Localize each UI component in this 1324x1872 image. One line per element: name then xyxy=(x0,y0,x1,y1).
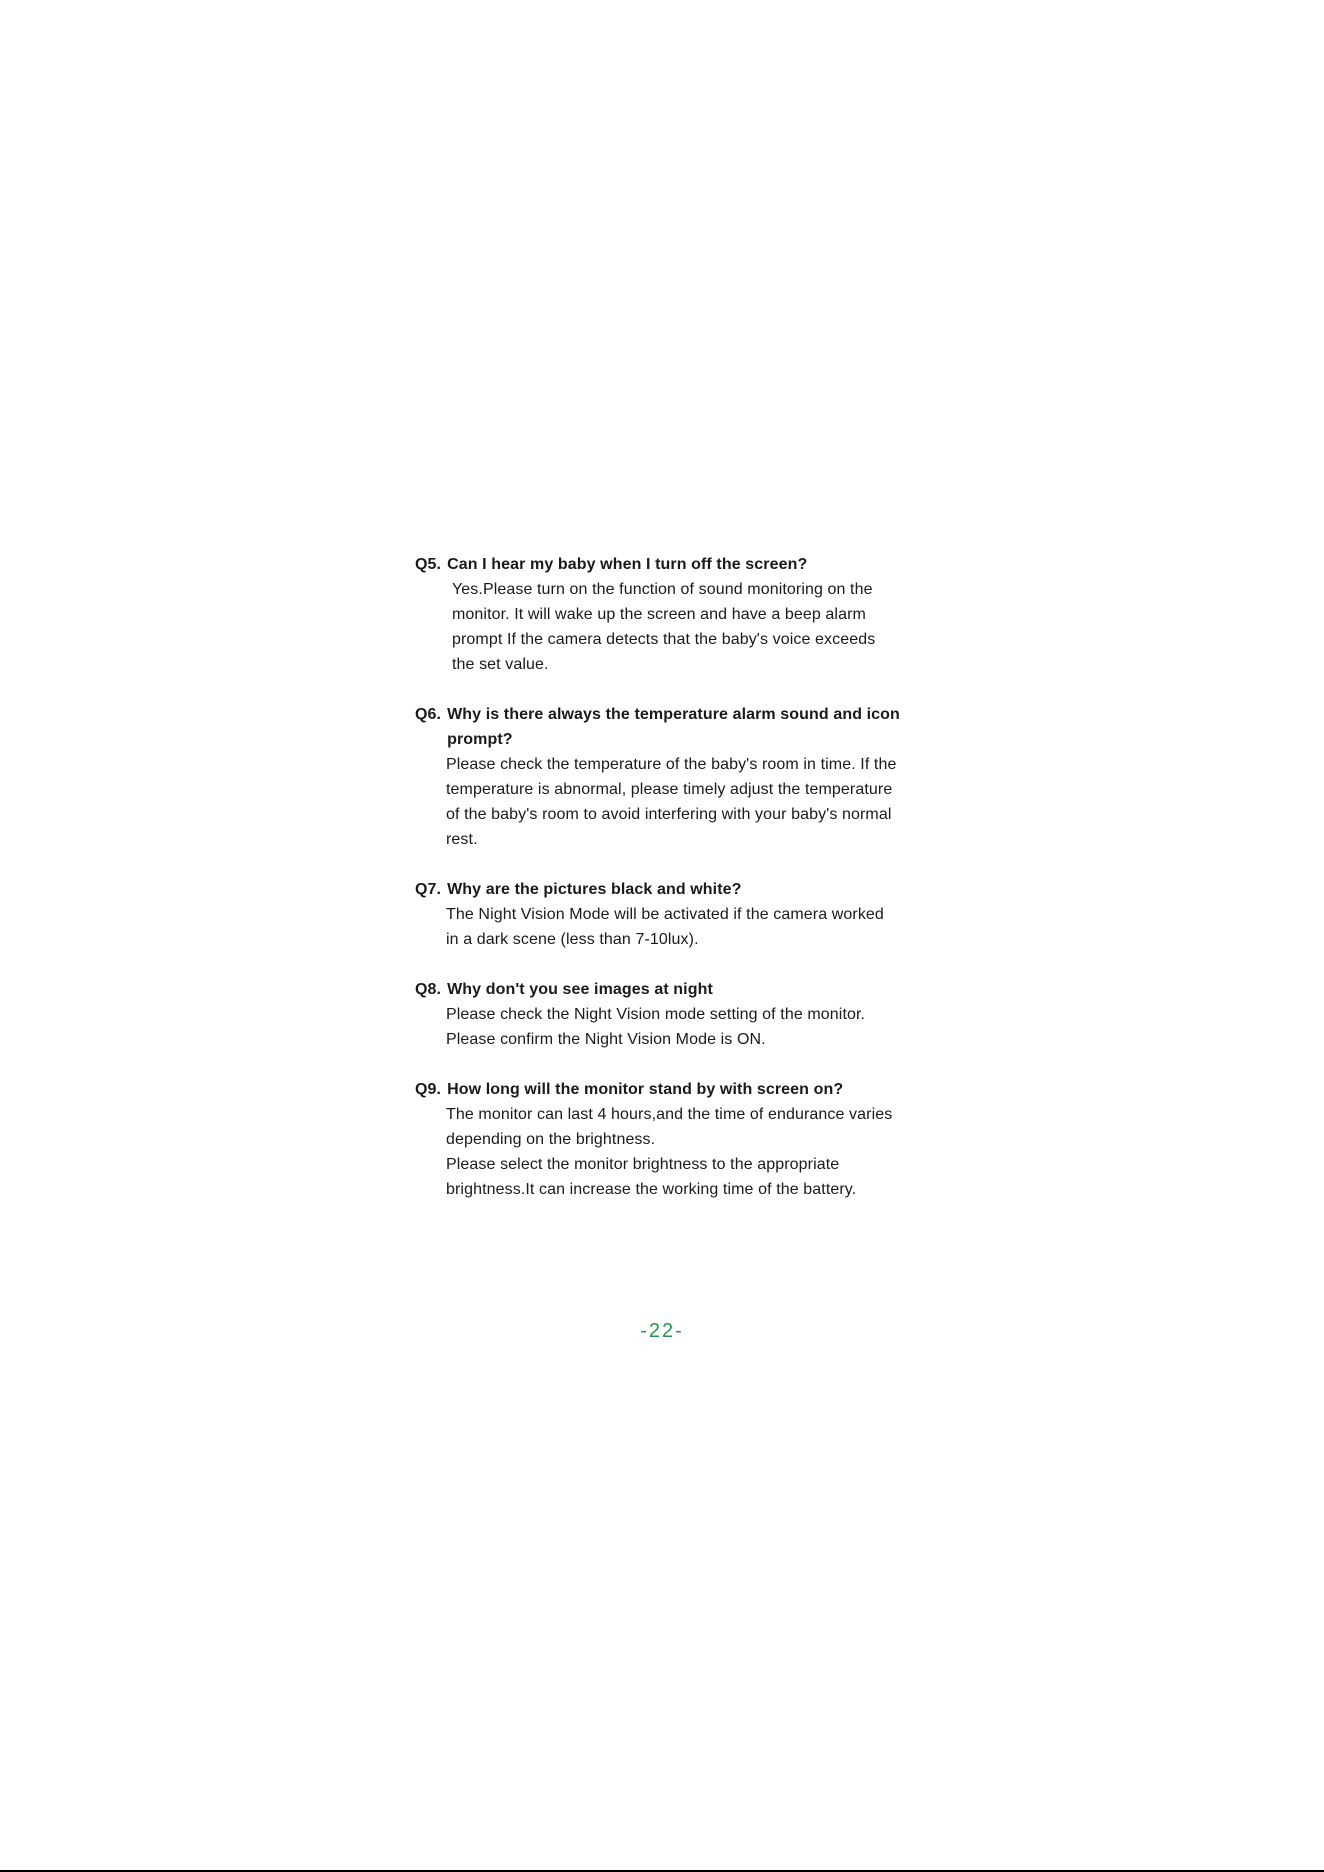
question-text: Can I hear my baby when I turn off the screen? xyxy=(447,556,808,573)
answer-line: brightness.It can increase the working time of the battery. xyxy=(446,1181,857,1198)
question-heading xyxy=(415,877,935,902)
answer-text xyxy=(446,1102,935,1202)
question-heading xyxy=(415,702,935,752)
answer-line: in a dark scene (less than 7-10lux). xyxy=(446,931,699,948)
question-text: How long will the monitor stand by with screen on? xyxy=(447,1081,844,1098)
faq-item-q7 xyxy=(415,877,935,952)
answer-line: The monitor can last 4 hours,and the time of endurance varies xyxy=(446,1106,893,1123)
answer-line: temperature is abnormal, please timely adjust the temperature xyxy=(446,781,893,798)
answer-text xyxy=(446,1002,935,1052)
faq-item-q9 xyxy=(415,1077,935,1202)
question-number: Q8. xyxy=(415,981,442,998)
question-text: Why are the pictures black and white? xyxy=(447,881,742,898)
answer-line: depending on the brightness. xyxy=(446,1131,656,1148)
answer-line: rest. xyxy=(446,831,478,848)
answer-line: monitor. It will wake up the screen and have a beep alarm xyxy=(452,606,866,623)
answer-line: Yes.Please turn on the function of sound monitoring on the xyxy=(452,581,873,598)
answer-text xyxy=(452,577,935,677)
answer-line: Please check the temperature of the baby's room in time. If the xyxy=(446,756,897,773)
question-heading xyxy=(415,552,935,577)
question-number: Q5. xyxy=(415,556,442,573)
answer-line: Please check the Night Vision mode setting of the monitor. xyxy=(446,1006,866,1023)
answer-line: prompt If the camera detects that the baby's voice exceeds xyxy=(452,631,876,648)
answer-line: of the baby's room to avoid interfering with your baby's normal xyxy=(446,806,892,823)
faq-item-q5 xyxy=(415,552,935,677)
faq-section xyxy=(415,552,935,1227)
question-text: Why is there always the temperature alarm sound and icon prompt? xyxy=(447,706,900,748)
answer-text xyxy=(446,752,935,852)
question-number: Q6. xyxy=(415,706,442,723)
answer-line: The Night Vision Mode will be activated if the camera worked xyxy=(446,906,884,923)
answer-text xyxy=(446,902,935,952)
question-heading xyxy=(415,1077,935,1102)
answer-line: Please confirm the Night Vision Mode is ON. xyxy=(446,1031,766,1048)
faq-item-q8 xyxy=(415,977,935,1052)
faq-item-q6 xyxy=(415,702,935,852)
question-heading xyxy=(415,977,935,1002)
question-text: Why don't you see images at night xyxy=(447,981,713,998)
question-number: Q9. xyxy=(415,1081,442,1098)
page-number: -22- xyxy=(640,1320,684,1342)
question-number: Q7. xyxy=(415,881,442,898)
answer-line: the set value. xyxy=(452,656,549,673)
answer-line: Please select the monitor brightness to the appropriate xyxy=(446,1156,840,1173)
